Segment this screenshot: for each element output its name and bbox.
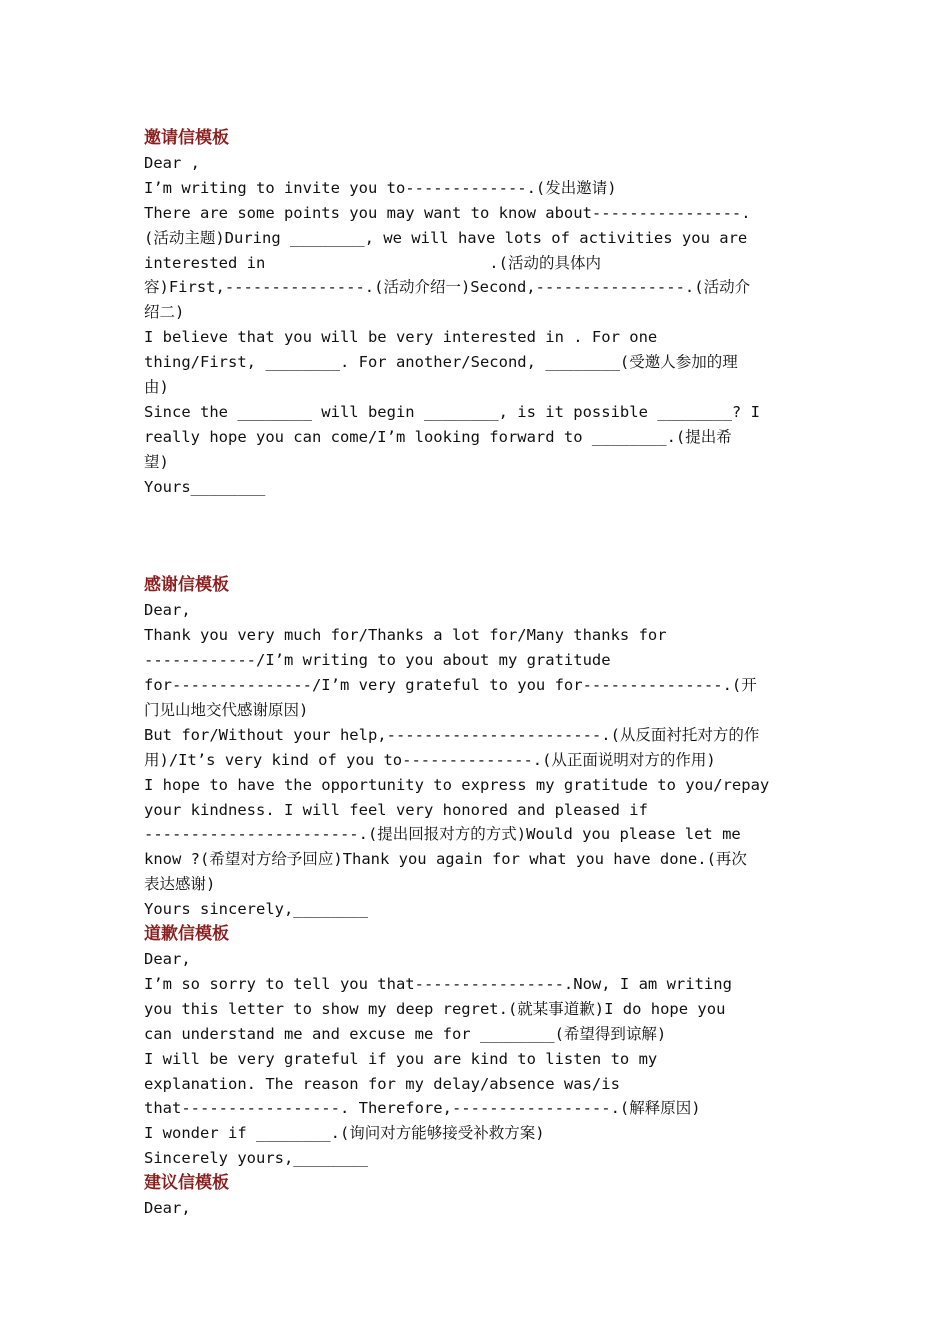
thanks-line: your kindness. I will feel very honored and pleased if: [144, 800, 648, 819]
invitation-line: 望): [144, 452, 169, 471]
apology-section: [144, 922, 814, 1171]
thanks-section: [144, 573, 814, 922]
apology-line: can understand me and excuse me for ________(希望得到谅解): [144, 1024, 667, 1043]
apology-line: I’m so sorry to tell you that----------------.Now, I am writing: [144, 974, 732, 993]
thanks-line: Thank you very much for/Thanks a lot for/Many thanks for: [144, 626, 667, 645]
apology-line: that-----------------. Therefore,-----------------.(解释原因): [144, 1099, 701, 1118]
invitation-line: Yours________: [144, 477, 266, 496]
thanks-line: for---------------/I’m very grateful to you for---------------.(开: [144, 676, 757, 695]
apology-line: I wonder if ________.(询问对方能够接受补救方案): [144, 1124, 545, 1143]
suggestion-section: [144, 1171, 814, 1221]
invitation-line: 绍二): [144, 303, 185, 322]
thanks-line: -----------------------.(提出回报对方的方式)Would you please let me: [144, 825, 741, 844]
thanks-line: Yours sincerely,________: [144, 900, 368, 919]
thanks-line: 表达感谢): [144, 875, 216, 894]
thanks-line: know ?(希望对方给予回应)Thank you again for what you have done.(再次: [144, 850, 747, 869]
invitation-line: 由): [144, 378, 169, 397]
invitation-line: Since the ________ will begin ________, is it possible ________? I: [144, 402, 760, 421]
invitation-line: (活动主题)During ________, we will have lots of activities you are: [144, 228, 748, 247]
apology-title: 道歉信模板: [144, 924, 229, 945]
thanks-line: 用)/It’s very kind of you to--------------.(从正面说明对方的作用): [144, 750, 716, 769]
thanks-title: 感谢信模板: [144, 575, 229, 596]
invitation-section: [144, 126, 814, 499]
invitation-line: interested in .(活动的具体内: [144, 253, 601, 272]
thanks-line: 门见山地交代感谢原因): [144, 701, 309, 720]
apology-line: you this letter to show my deep regret.(就某事道歉)I do hope you: [144, 999, 726, 1018]
apology-line: explanation. The reason for my delay/absence was/is: [144, 1074, 620, 1093]
apology-line: I will be very grateful if you are kind to listen to my: [144, 1049, 658, 1068]
suggestion-title: 建议信模板: [144, 1173, 229, 1194]
invitation-line: really hope you can come/I’m looking forward to ________.(提出希: [144, 427, 732, 446]
section-spacer: [144, 499, 814, 573]
invitation-line: I believe that you will be very interested in . For one: [144, 328, 658, 347]
document-page: [144, 126, 814, 1221]
invitation-line: thing/First, ________. For another/Second, ________(受邀人参加的理: [144, 353, 738, 372]
thanks-line: I hope to have the opportunity to express my gratitude to you/repay: [144, 775, 770, 794]
thanks-line: ------------/I’m writing to you about my gratitude: [144, 651, 611, 670]
thanks-line: Dear,: [144, 601, 191, 620]
apology-line: Sincerely yours,________: [144, 1149, 368, 1168]
apology-line: Dear,: [144, 950, 191, 969]
invitation-line: I’m writing to invite you to-------------.(发出邀请): [144, 178, 617, 197]
invitation-line: There are some points you may want to know about----------------.: [144, 203, 751, 222]
suggestion-line: Dear,: [144, 1199, 191, 1218]
invitation-title: 邀请信模板: [144, 128, 229, 148]
invitation-line: Dear ,: [144, 154, 200, 172]
invitation-line: 容)First,---------------.(活动介绍一)Second,----------------.(活动介: [144, 278, 751, 297]
thanks-line: But for/Without your help,-----------------------.(从反面衬托对方的作: [144, 725, 760, 744]
